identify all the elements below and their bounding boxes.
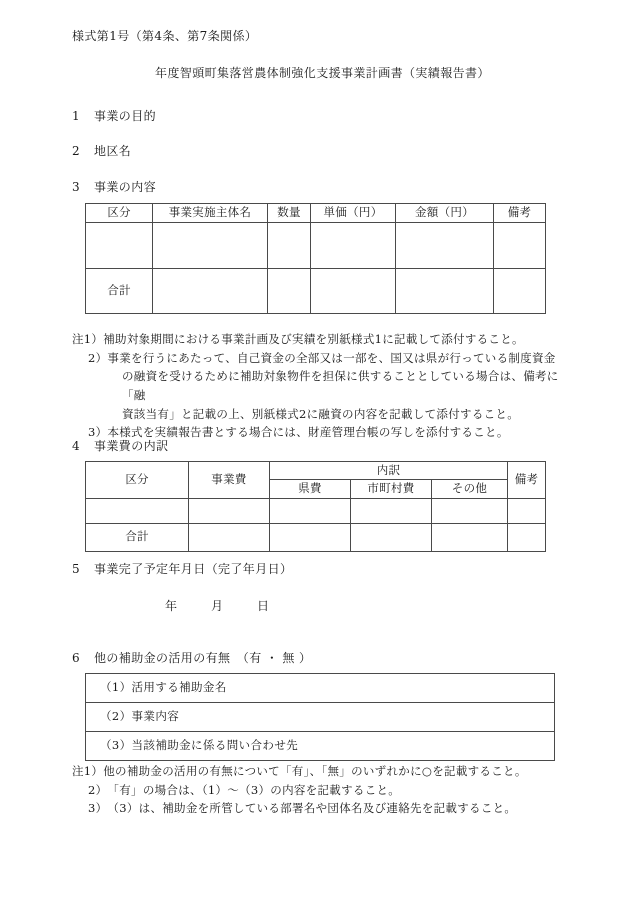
note-label: 3） — [88, 801, 108, 816]
note-label: 3） — [88, 425, 108, 440]
col-header-category: 区分 — [86, 462, 189, 499]
table-header-row-top — [86, 462, 546, 480]
col-header-municipal-cost: 市町村費 — [351, 480, 432, 498]
cell-entity[interactable] — [153, 223, 268, 269]
cell-quantity[interactable] — [268, 223, 311, 269]
form-code: 様式第1号（第4条、第7条関係） — [72, 29, 258, 43]
cell-total-prefectural-cost[interactable] — [270, 523, 351, 551]
cell-category[interactable] — [86, 223, 153, 269]
note-text: （3）は、補助金を所管している部署名や団体名及び連絡先を記載すること。 — [107, 801, 517, 816]
cell-unit-price[interactable] — [311, 223, 396, 269]
table-other-subsidy — [85, 673, 555, 761]
section-heading-cost-breakdown — [72, 437, 168, 455]
cell-total-business-cost[interactable] — [189, 523, 270, 551]
note-item — [72, 781, 582, 800]
cell-other-cost[interactable] — [432, 498, 508, 523]
note-text: 他の補助金の活用の有無について「有」、「無」のいずれかに○を記載すること。 — [103, 764, 527, 778]
section-heading-purpose — [72, 107, 156, 125]
col-header-remarks: 備考 — [494, 204, 546, 223]
table-cost-breakdown — [85, 461, 546, 552]
note-text: 補助対象期間における事業計画及び実績を別紙様式1に記載して添付すること。 — [103, 332, 524, 346]
year-label[interactable]: 年 — [165, 599, 178, 613]
section-number: 3 — [72, 180, 81, 194]
note-text: 本様式を実績報告書とする場合には、財産管理台帳の写しを添付すること。 — [107, 425, 509, 440]
table-row — [86, 674, 555, 703]
cell-total-quantity[interactable] — [268, 269, 311, 314]
cell-total-entity[interactable] — [153, 269, 268, 314]
cell-remarks[interactable] — [508, 498, 546, 523]
section-heading-content — [72, 178, 156, 196]
cell-municipal-cost[interactable] — [351, 498, 432, 523]
note-text-continued: の融資を受けるために補助対象物件を担保に供することとしている場合は、備考に「融 — [122, 369, 559, 402]
cell-total-other-cost[interactable] — [432, 523, 508, 551]
section-number: 6 — [72, 651, 81, 665]
section-heading-other-subsidy — [72, 649, 311, 667]
note-label: 注1） — [72, 764, 104, 778]
section-label: 地区名 — [94, 144, 132, 158]
cell-remarks[interactable] — [494, 223, 546, 269]
col-header-other-cost: その他 — [432, 480, 508, 498]
month-label[interactable]: 月 — [211, 599, 224, 613]
col-header-unit-price: 単価（円） — [311, 204, 396, 223]
note-label: 注1） — [72, 332, 104, 346]
table-row — [86, 703, 555, 732]
cell-business-cost[interactable] — [189, 498, 270, 523]
table-row — [86, 732, 555, 761]
cell-total-label: 合計 — [86, 269, 153, 314]
note-text: 「有」の場合は、（1）〜（3）の内容を記載すること。 — [107, 782, 401, 797]
section-number: 5 — [72, 562, 81, 576]
col-header-breakdown-group: 内訳 — [270, 462, 508, 480]
cell-contact-info[interactable]: （3）当該補助金に係る問い合わせ先 — [86, 732, 555, 761]
note-text-continued: 資該当有」と記載の上、別紙様式2に融資の内容を記載して添付すること。 — [122, 406, 520, 421]
cell-business-detail[interactable]: （2）事業内容 — [86, 703, 555, 732]
day-label[interactable]: 日 — [257, 599, 270, 613]
section-label: 事業費の内訳 — [94, 439, 169, 453]
table-row — [86, 223, 546, 269]
section-label: 事業の内容 — [94, 180, 157, 194]
table-business-content — [85, 203, 546, 314]
col-header-category: 区分 — [86, 204, 153, 223]
col-header-business-cost: 事業費 — [189, 462, 270, 499]
cell-total-unit-price[interactable] — [311, 269, 396, 314]
section-label: 他の補助金の活用の有無 （有 ・ 無 ） — [94, 651, 312, 665]
cell-category[interactable] — [86, 498, 189, 523]
cell-total-remarks[interactable] — [508, 523, 546, 551]
note-item — [72, 349, 582, 368]
col-header-amount: 金額（円） — [396, 204, 494, 223]
note-item — [72, 799, 582, 818]
date-entry-line — [165, 597, 269, 615]
col-header-remarks: 備考 — [508, 462, 546, 499]
col-header-entity: 事業実施主体名 — [153, 204, 268, 223]
table-total-row — [86, 523, 546, 551]
note-label: 2） — [88, 350, 108, 365]
note-item — [72, 762, 582, 781]
section-label: 事業の目的 — [94, 109, 157, 123]
section-number: 4 — [72, 439, 81, 453]
section-number: 1 — [72, 109, 81, 123]
table-total-row — [86, 269, 546, 314]
cell-total-amount[interactable] — [396, 269, 494, 314]
table-header-row — [86, 204, 546, 223]
notes-other-subsidy — [72, 762, 582, 818]
document-title: 年度智頭町集落営農体制強化支援事業計画書（実績報告書） — [155, 66, 490, 80]
cell-amount[interactable] — [396, 223, 494, 269]
notes-business-content — [72, 330, 582, 442]
col-header-quantity: 数量 — [268, 204, 311, 223]
section-heading-district — [72, 142, 131, 160]
note-item — [72, 330, 582, 349]
cell-prefectural-cost[interactable] — [270, 498, 351, 523]
cell-total-remarks[interactable] — [494, 269, 546, 314]
cell-subsidy-name[interactable]: （1）活用する補助金名 — [86, 674, 555, 703]
section-heading-completion-date — [72, 560, 292, 578]
cell-total-label: 合計 — [86, 523, 189, 551]
table-row — [86, 498, 546, 523]
section-number: 2 — [72, 144, 81, 158]
cell-total-municipal-cost[interactable] — [351, 523, 432, 551]
section-label: 事業完了予定年月日（完了年月日） — [94, 562, 293, 576]
note-text: 事業を行うにあたって、自己資金の全部又は一部を、国又は県が行っている制度資金 — [107, 350, 556, 365]
col-header-prefectural-cost: 県費 — [270, 480, 351, 498]
note-label: 2） — [88, 782, 108, 797]
